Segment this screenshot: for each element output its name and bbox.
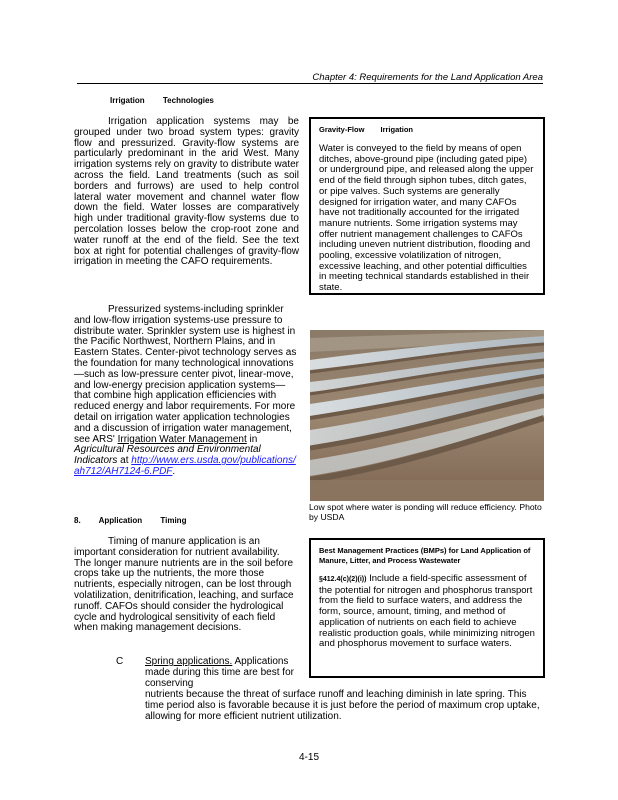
irrigation-paragraph-2 [74,305,299,478]
photo-caption: Low spot where water is ponding will reduce efficiency. Photo by USDA [309,502,542,522]
section-heading-irrigation: Irrigation Technologies [110,96,214,105]
chapter-header: Chapter 4: Requirements for the Land Application Area [312,72,543,83]
spring-applications-text-wide: nutrients because the threat of surface runoff and leaching diminish in late spring. This time period also is favorable because it is just before the period of maximum crop uptake, allowing for more efficient nutrient utilization. [145,689,540,722]
bullet-marker: C [116,656,124,667]
agricultural-resources-title: Agricultural Resources and Environmental Indicators [74,444,261,467]
spring-applications-bullet [145,657,295,689]
spring-applications-text-narrow: Applications made during this time are best for conserving [145,656,294,689]
gravity-flow-text: Water is conveyed to the field by means of open ditches, above-ground pipe (including gated pipe) or underground pipe, and released along the upper end of the field through siphon tubes, ditch gates, or pipe valves. Such systems are generally designed for irrigation water, and many CAFOs have not traditionally accounted for the irrigated manure nutrients. Some irrigation systems may offer nutrient management challenges to CAFOs including uneven nutrient distribution, flooding and pooling, excessive volatilization of nitrogen, excessive leaching, and other potential difficulties in meeting technical standards established in their state. [319,143,534,294]
spring-applications-title: Spring applications. [145,656,233,667]
timing-paragraph-1: Timing of manure application is an important consideration for nutrient availability. The longer manure nutrients are in the soil before crops take up the nutrients, the more those nutrients, especially nitrogen, can be lost through volatilization, denitrification, leaching, and surface runoff. CAFOs should consider the hydrological cycle and hydrological sensitivity of each field when making management decisions. [74,536,294,634]
bmp-title: Best Management Practices (BMPs) for Land Application of Manure, Litter, and Process Wastewater [319,546,531,565]
at-text: at [117,455,132,467]
page-number: 4-15 [298,752,319,763]
in-text: in [246,433,258,445]
gravity-flow-textbox [309,117,545,295]
period-text: . [172,465,176,477]
header-rule [77,83,543,84]
ers-url-link[interactable]: http://www.ers.usda.gov/publications/ah712/AH7124-6.PDF [74,455,296,477]
gravity-flow-title: Gravity-Flow Irrigation [319,125,414,134]
irrigation-paragraph-2-text: Pressurized systems-including sprinkler and low-flow irrigation systems-use pressure to distribute water. Sprinkler system use is highest in the Pacific Northwest, Northern Plains, and in Eastern States. Center-pivot technology serves as the foundation for many technological innovations—such as low-pressure center pivot, linear-move, and low-energy precision application systems—that combine high application efficiencies with reduced energy and labor requirements. For more detail on irrigation water application technologies and a discussion of irrigation water management, see ARS' [74,304,297,445]
bmp-body [319,574,535,650]
section-heading-timing: 8. Application Timing [74,516,187,525]
bmp-text: Include a field-specific assessment of the potential for nitrogen and phosphorus transport from the field to surface waters, and address the form, source, amount, timing, and method of application of nutrients on each field to achieve realistic production goals, while minimizing nitrogen and phosphorus movement to surface waters. [319,573,535,650]
irrigation-furrow-photo [310,330,544,501]
irrigation-paragraph-1: Irrigation application systems may be grouped under two broad system types: gravity flow and pressurized. Gravity-flow systems are particularly predominant in the arid West. Many irrigation systems rely on gravity to distribute water across the field. Land treatments (such as soil borders and furrows) are used to help control lateral water movement and channel water flow down the field. Water losses are comparatively high under traditional gravity-flow systems due to percolation losses below the crop-root zone and water runoff at the end of the field. See the text box at right for potential challenges of gravity-flow irrigation in meeting the CAFO requirements. [74,116,299,268]
irrigation-water-management-link[interactable]: Irrigation Water Management [117,433,247,445]
bmp-textbox [309,538,545,678]
bmp-citation: §412.4(c)(2)(i)) [319,576,367,583]
